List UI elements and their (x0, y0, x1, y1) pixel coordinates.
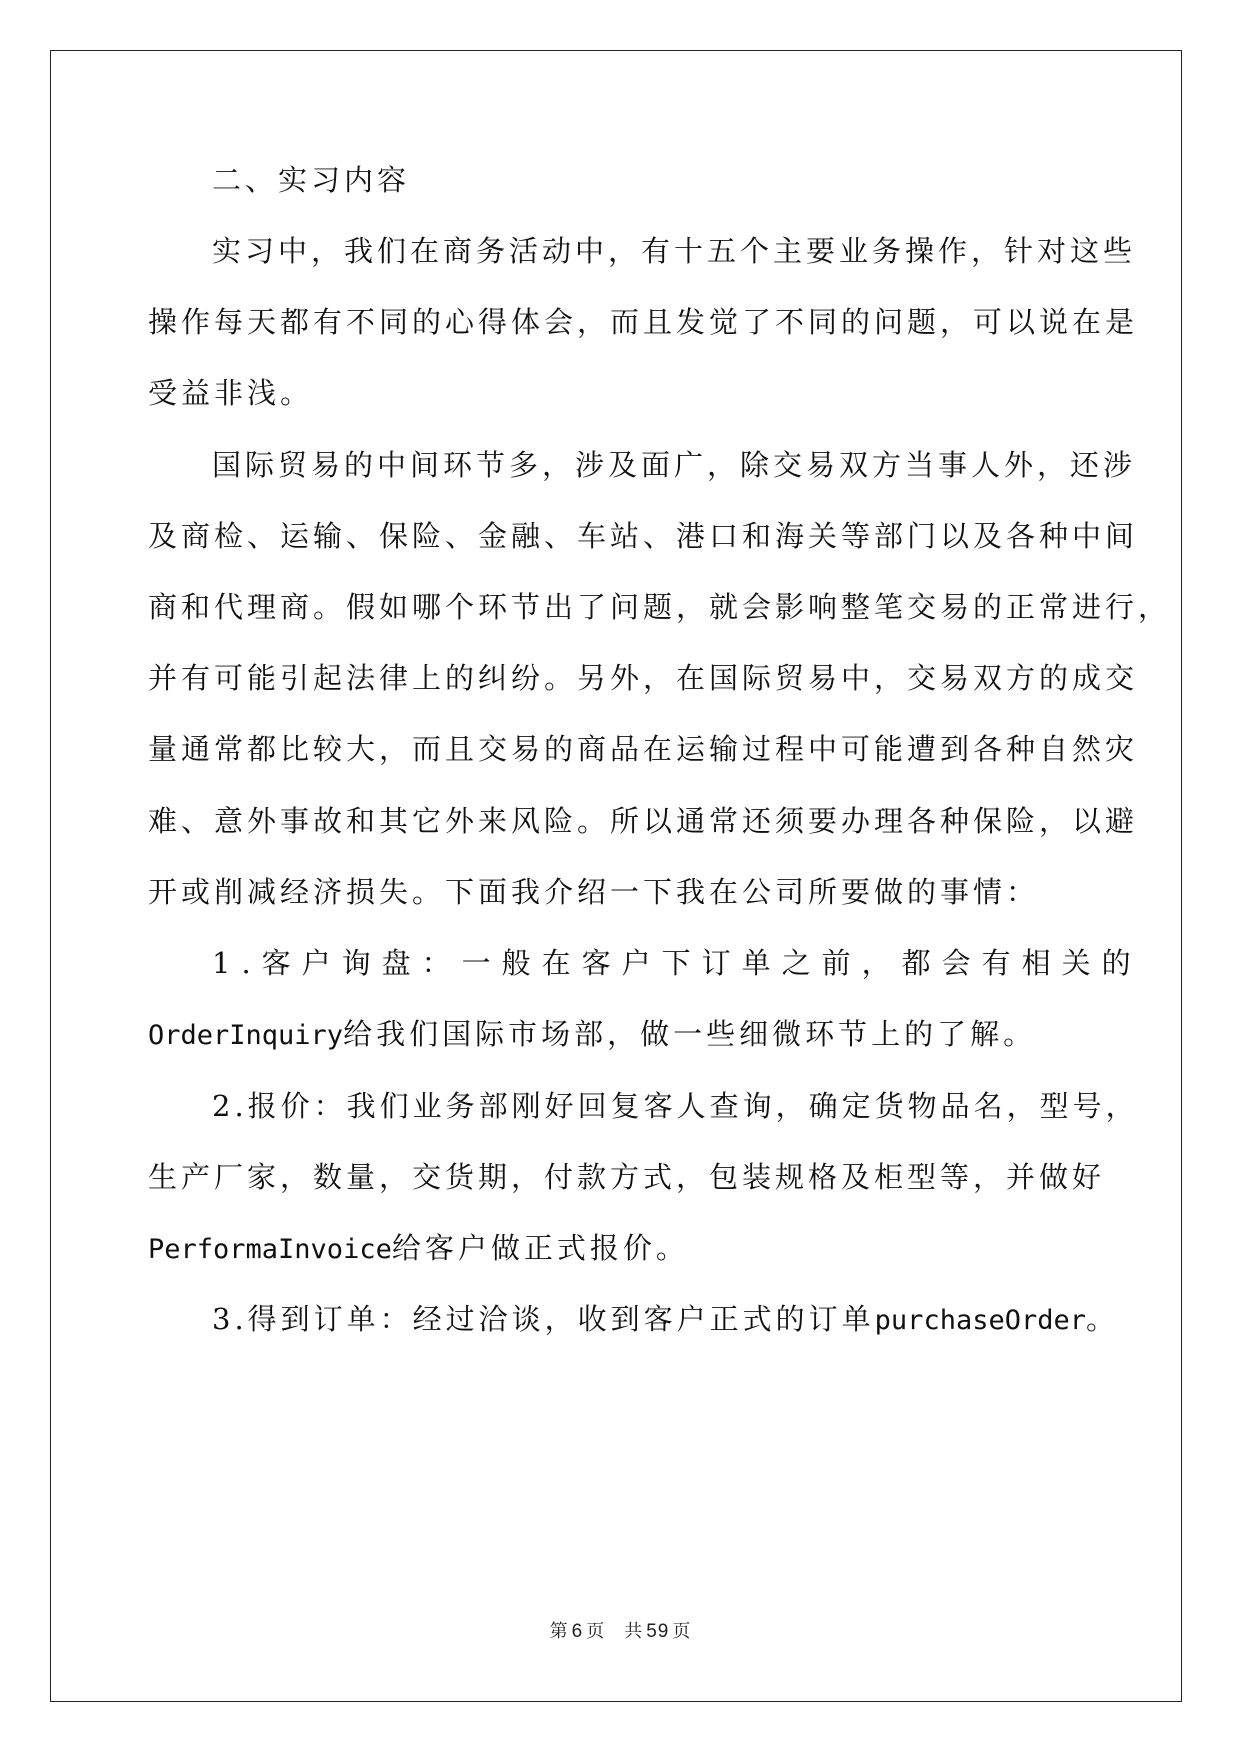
paragraph-line: 难、意外事故和其它外来风险。所以通常还须要办理各种保险，以避 (148, 804, 1139, 838)
section-heading: 二、实习内容 (212, 163, 411, 197)
list-item-line: 生产厂家，数量，交货期，付款方式，包装规格及柜型等，并做好 (148, 1160, 1106, 1194)
latin-term: purchaseOrder (874, 1305, 1086, 1336)
total-pages: 59 (646, 1621, 670, 1642)
page-number: 6 (571, 1621, 584, 1642)
footer-label: 第 (549, 1621, 569, 1642)
list-item-line: 1.客户询盘：一般在客户下订单之前，都会有相关的 (212, 946, 1142, 980)
paragraph-line: 实习中，我们在商务活动中，有十五个主要业务操作，针对这些 (212, 234, 1137, 268)
list-item-line: 2.报价：我们业务部刚好回复客人查询，确定货物品名，型号， (212, 1089, 1139, 1123)
list-item-text: 给客户做正式报价。 (391, 1231, 689, 1265)
list-item-line (148, 1014, 1036, 1056)
paragraph-line: 量通常都比较大，而且交易的商品在运输过程中可能遭到各种自然灾 (148, 732, 1139, 766)
list-item-text: 。 (1086, 1302, 1120, 1336)
footer-label: 页 (672, 1621, 692, 1642)
list-item-line (212, 1299, 1119, 1341)
paragraph-line: 受益非浅。 (148, 376, 314, 410)
list-item-text: 3.得到订单：经过洽谈，收到客户正式的订单 (212, 1302, 875, 1336)
page-footer (0, 1617, 1241, 1643)
latin-term: PerformaInvoice (148, 1234, 392, 1265)
paragraph-line: 并有可能引起法律上的纠纷。另外，在国际贸易中，交易双方的成交 (148, 661, 1139, 695)
paragraph-line: 国际贸易的中间环节多，涉及面广，除交易双方当事人外，还涉 (212, 448, 1137, 482)
list-item-line (148, 1228, 689, 1270)
paragraph-line: 商和代理商。假如哪个环节出了问题，就会影响整笔交易的正常进行， (148, 590, 1172, 624)
latin-term: OrderInquiry (148, 1020, 344, 1051)
paragraph-line: 操作每天都有不同的心得体会，而且发觉了不同的问题，可以说在是 (148, 305, 1139, 339)
list-item-text: 给我们国际市场部，做一些细微环节上的了解。 (343, 1017, 1037, 1051)
footer-label: 页 共 (586, 1621, 644, 1642)
paragraph-line: 及商检、运输、保险、金融、车站、港口和海关等部门以及各种中间 (148, 519, 1139, 553)
paragraph-line: 开或削减经济损失。下面我介绍一下我在公司所要做的事情： (148, 875, 1040, 909)
